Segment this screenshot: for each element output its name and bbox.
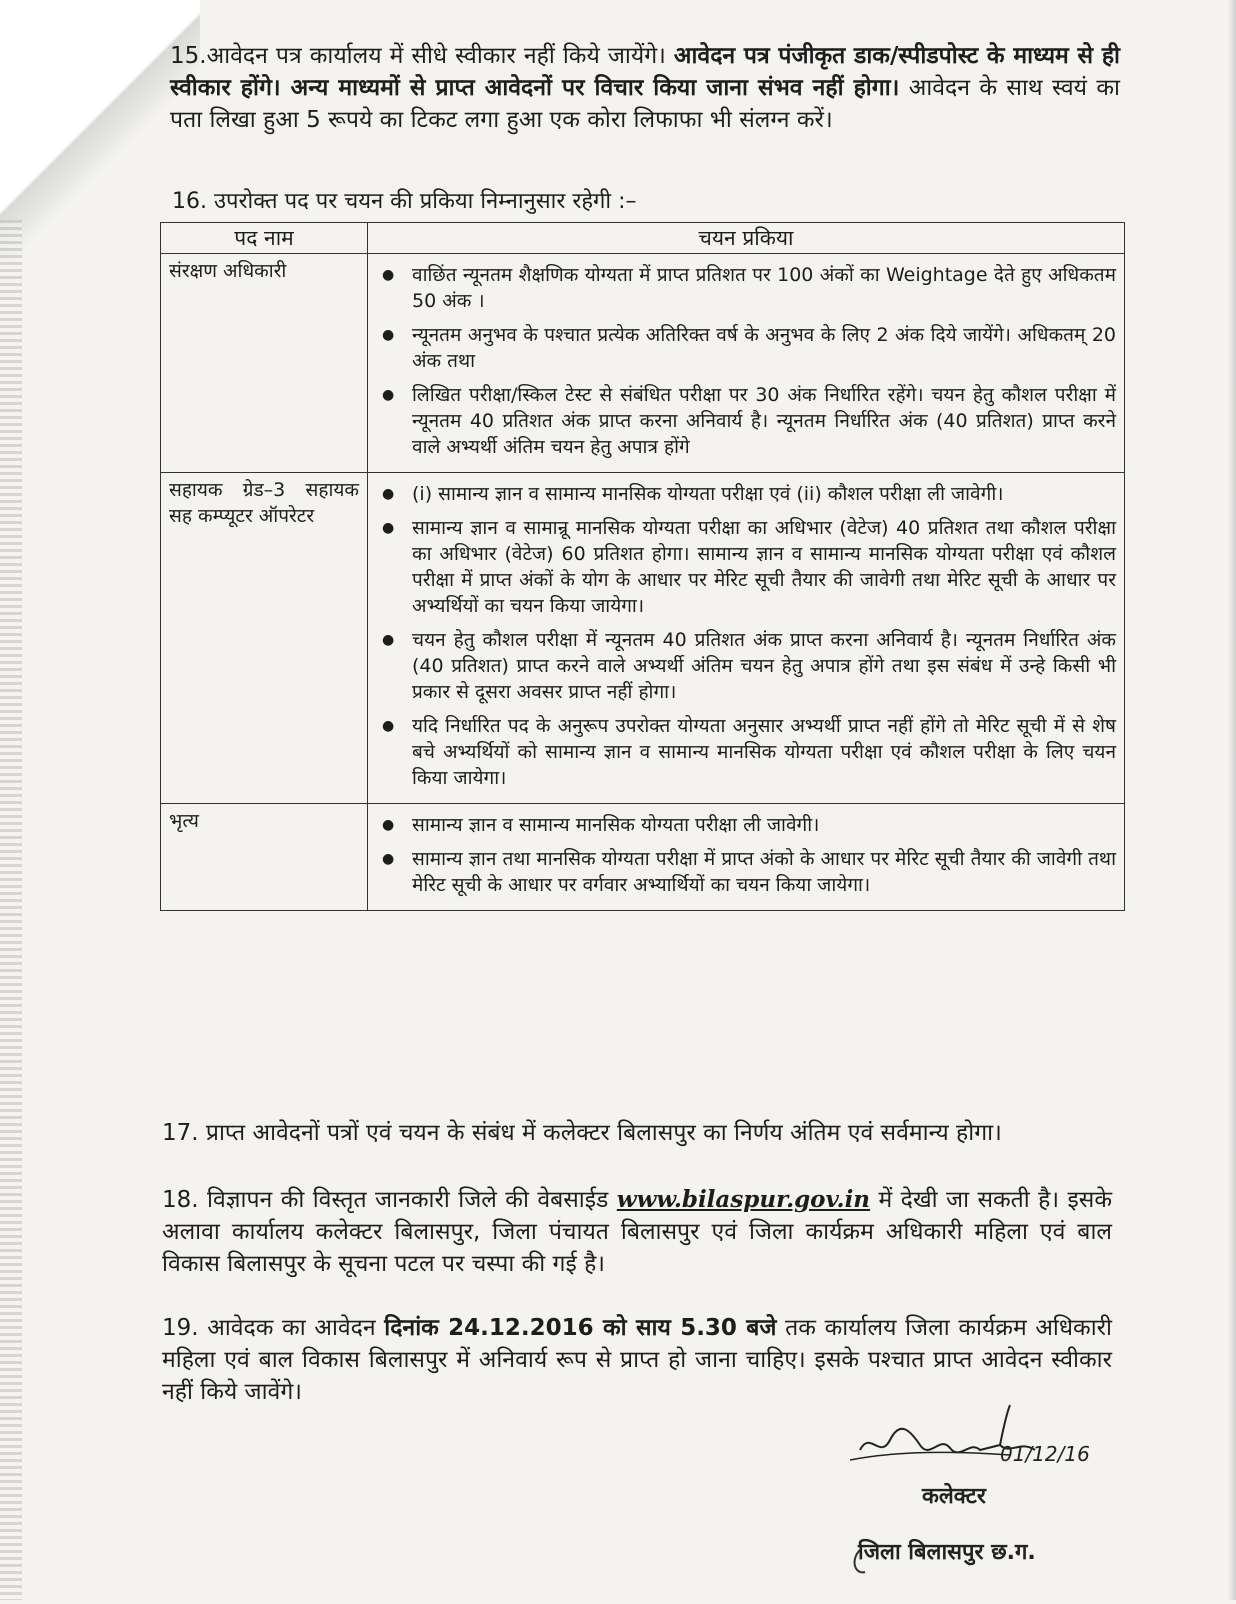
clause-text: आवेदन पत्र कार्यालय में सीधे स्वीकार नहीं किये जायेंगे। [206, 43, 666, 69]
clause-text: उपरोक्त पद पर चयन की प्रकिया निम्नानुसार रहेगी :– [214, 189, 637, 214]
deadline-text: दिनांक 24.12.2016 को साय 5.30 बजे [384, 1315, 777, 1341]
process-cell [368, 254, 1125, 473]
process-item: ● सामान्य ज्ञान व सामान्रू मानसिक योग्यता परीक्षा का अधिभार (वेटेज) 40 प्रतिशत तथा कौशल परीक्षा का अधिभार (वेटेज) 60 प्रतिशत होगा। सामान्य ज्ञान व सामान्य मानसिक योग्यता परीक्षा एवं कौशल परीक्षा में प्राप्त अंकों के योग के आधार पर मेरिट सूची तैयार की जावेगी तथा मेरिट सूची के आधार पर अभ्यर्थियों का चयन किया जायेगा। [412, 515, 1116, 619]
clause-bold-text: आवेदन पत्र पंजीकृत डाक/स्पीडपोस्ट के माध्यम से ही स्वीकार होंगे। अन्य माध्यमों से प्राप्त आवेदनों पर विचार किया जाना संभव नहीं होगा। [170, 43, 1120, 101]
process-item: ● वाछिंत न्यूनतम शैक्षणिक योग्यता में प्राप्त प्रतिशत पर 100 अंकों का Weightage देते हुए अधिकतम 50 अंक । [412, 262, 1116, 314]
clause-text: आवेदक का आवेदन [207, 1315, 376, 1341]
clause-number: 16. [172, 189, 207, 214]
clause-text: प्राप्त आवेदनों पत्रों एवं चयन के संबंध में कलेक्टर बिलासपुर का निर्णय अंतिम एवं सर्वमान्य होगा। [205, 1120, 1002, 1146]
column-header-post: पद नाम [161, 223, 368, 254]
process-item: ● चयन हेतु कौशल परीक्षा में न्यूनतम 40 प्रतिशत अंक प्राप्त करना अनिवार्य है। न्यूनतम निर्धारित अंक (40 प्रतिशत) प्राप्त करने वाले अभ्यर्थी अंतिम चयन हेतु अपात्र होंगे तथा इस संबंध में उन्हे किसी भी प्रकार से दूसरा अवसर प्राप्त नहीं होगा। [412, 627, 1116, 705]
signatory-designation: कलेक्टर [922, 1484, 986, 1509]
scan-left-edge [0, 220, 22, 1600]
clause-text: तक कार्यालय जिला कार्यक्रम अधिकारी महिला एवं बाल विकास बिलासपुर में अनिवार्य रूप से प्राप्त हो जाना चाहिए। इसके पश्चात प्राप्त आवेदन स्वीकार नहीं किये जावेंगे। [162, 1315, 1113, 1405]
clause-19 [162, 1312, 1112, 1408]
table-row [161, 804, 1125, 911]
clause-number: 18. [162, 1187, 199, 1213]
table-header-row [161, 223, 1125, 254]
clause-18 [162, 1184, 1112, 1280]
process-cell [368, 804, 1125, 911]
post-name-text: सहायक ग्रेड–3 सहायक सह कम्प्यूटर ऑपरेटर [169, 479, 359, 527]
selection-process-table [160, 222, 1125, 911]
scan-right-edge [1228, 0, 1236, 1600]
post-name-cell: संरक्षण अधिकारी [161, 254, 368, 473]
signatory-office: जिला बिलासपुर छ.ग. [858, 1540, 1036, 1565]
signature-block [850, 1400, 1130, 1600]
clause-number: 19. [162, 1315, 199, 1341]
process-item: ● लिखित परीक्षा/स्किल टेस्ट से संबंधित परीक्षा पर 30 अंक निर्धारित रहेंगे। चयन हेतु कौशल परीक्षा में न्यूनतम 40 प्रतिशत अंक प्राप्त करना अनिवार्य है। न्यूनतम निर्धारित अंक (40 प्रतिशत) प्राप्त करने वाले अभ्यर्थी अंतिम चयन हेतु अपात्र होंगे [412, 382, 1116, 460]
handwritten-signature [850, 1400, 1130, 1600]
signature-date: 01/12/16 [1000, 1442, 1090, 1466]
process-item: ● सामान्य ज्ञान तथा मानसिक योग्यता परीक्षा में प्राप्त अंको के आधार पर मेरिट सूची तैयार की जावेगी तथा मेरिट सूची के आधार पर वर्गवार अभ्यार्थियों का चयन किया जायेगा। [412, 846, 1116, 898]
website-link[interactable]: www.bilaspur.gov.in [616, 1186, 871, 1213]
post-name-cell: भृत्य [161, 804, 368, 911]
process-cell [368, 473, 1125, 804]
process-item: ● यदि निर्धारित पद के अनुरूप उपरोक्त योग्यता अनुसार अभ्यर्थी प्राप्त नहीं होंगे तो मेरिट सूची में से शेष बचे अभ्यर्थियों को सामान्य ज्ञान व सामान्य मानसिक योग्यता परीक्षा एवं कौशल परीक्षा के लिए चयन किया जायेगा। [412, 713, 1116, 791]
clause-number: 15. [170, 43, 207, 69]
process-item: ● (i) सामान्य ज्ञान व सामान्य मानसिक योग्यता परीक्षा एवं (ii) कौशल परीक्षा ली जावेगी। [412, 481, 1116, 507]
table-row [161, 473, 1125, 804]
clause-15 [170, 40, 1120, 136]
column-header-process: चयन प्रकिया [368, 223, 1125, 254]
clause-17 [162, 1117, 1112, 1149]
process-item: ● न्यूनतम अनुभव के पश्चात प्रत्येक अतिरिक्त वर्ष के अनुभव के लिए 2 अंक दिये जायेंगे। अधिकतम् 20 अंक तथा [412, 322, 1116, 374]
clause-number: 17. [162, 1120, 199, 1146]
clause-text: आवेदन के साथ स्वयं का पता लिखा हुआ 5 रूपये का टिकट लगा हुआ एक कोरा लिफाफा भी संलग्न करें। [170, 75, 1120, 133]
clause-16 [172, 186, 1132, 218]
clause-text: विज्ञापन की विस्तृत जानकारी जिले की वेबसाईड [207, 1187, 609, 1213]
table-row [161, 254, 1125, 473]
clause-text: में देखी जा सकती है। इसके अलावा कार्यालय कलेक्टर बिलासपुर, जिला पंचायत बिलासपुर एवं जिला कार्यक्रम अधिकारी महिला एवं बाल विकास बिलासपुर के सूचना पटल पर चस्पा की गई है। [162, 1187, 1113, 1277]
post-name-cell [161, 473, 368, 804]
process-item: ● सामान्य ज्ञान व सामान्य मानसिक योग्यता परीक्षा ली जावेगी। [412, 812, 1116, 838]
